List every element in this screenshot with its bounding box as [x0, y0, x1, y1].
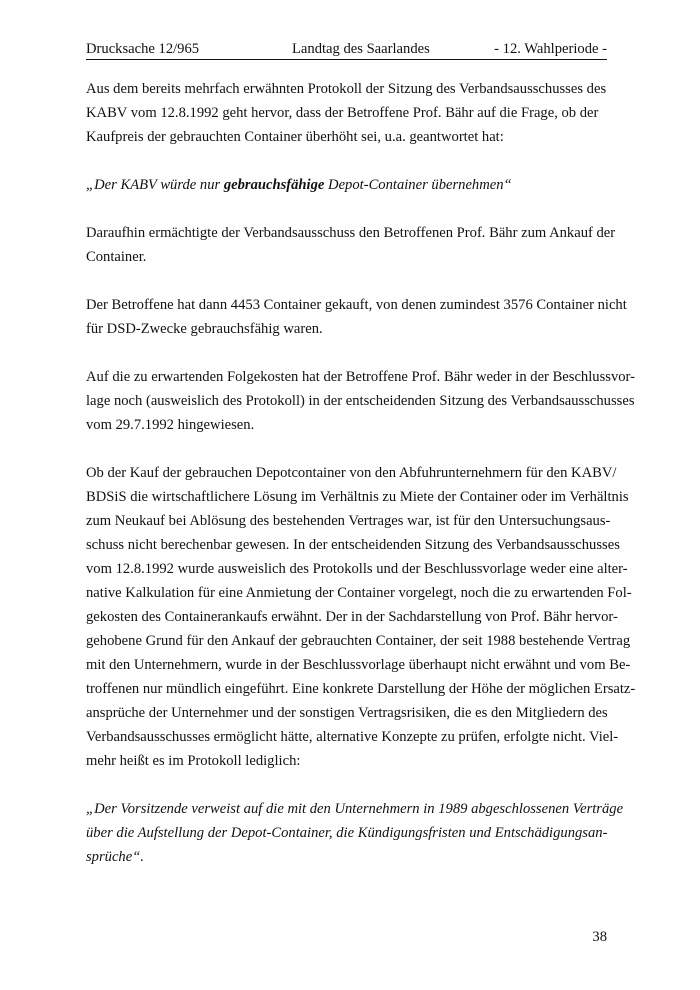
header-document-number: Drucksache 12/965	[86, 41, 200, 57]
text-line: lage noch (ausweislich des Protokoll) in der entscheidenden Sitzung des Verbandsausschusses	[86, 393, 635, 409]
page-number: 38	[592, 929, 607, 945]
text-line: BDSiS die wirtschaftlichere Lösung im Verhältnis zu Miete der Container oder im Verhältnis	[86, 489, 629, 505]
text-line: für DSD-Zwecke gebrauchsfähig waren.	[86, 321, 323, 337]
text-line: Daraufhin ermächtigte der Verbandsausschuss den Betroffenen Prof. Bähr zum Ankauf der	[86, 225, 616, 241]
paragraph-3	[86, 293, 627, 341]
text-line: sprüche“.	[86, 849, 144, 865]
text-line: Aus dem bereits mehrfach erwähnten Protokoll der Sitzung des Verbandsausschusses des	[86, 81, 607, 97]
text-line: Ob der Kauf der gebrauchen Depotcontainer von den Abfuhrunternehmern für den KABV/	[86, 465, 617, 481]
text-line: über die Aufstellung der Depot-Container, die Kündigungsfristen und Entschädigungsan-	[86, 825, 608, 841]
text-line: Verbandsausschusses ermöglicht hätte, alternative Konzepte zu prüfen, erfolgte nicht. Viel-	[86, 729, 619, 745]
quote-1	[86, 173, 607, 197]
text-line: gekosten des Containerankaufs erwähnt. Der in der Sachdarstellung von Prof. Bähr hervor-	[86, 609, 618, 625]
text-line: vom 12.8.1992 wurde ausweislich des Protokolls und der Beschlussvorlage weder eine alter-	[86, 561, 628, 577]
text-line: vom 29.7.1992 hingewiesen.	[86, 417, 255, 433]
text-line: mit den Unternehmern, wurde in der Beschlussvorlage überhaupt nicht erwähnt und vom Be-	[86, 657, 631, 673]
text-line: zum Neukauf bei Ablösung des bestehenden Vertrages war, ist für den Untersuchungsaus-	[86, 513, 611, 529]
paragraph-4	[86, 365, 635, 437]
text-line: ansprüche der Unternehmer und der sonstigen Vertragsrisiken, die es den Mitgliedern des	[86, 705, 608, 721]
body-text	[86, 77, 636, 893]
text-line: KABV vom 12.8.1992 geht hervor, dass der Betroffene Prof. Bähr auf die Frage, ob der	[86, 105, 599, 121]
text-line: „Der Vorsitzende verweist auf die mit den Unternehmern in 1989 abgeschlossenen Verträge	[86, 801, 624, 817]
text-line: Auf die zu erwartenden Folgekosten hat der Betroffene Prof. Bähr weder in der Beschlussvor-	[86, 369, 635, 385]
quote-2	[86, 797, 624, 869]
text-line: gehobene Grund für den Ankauf der gebrauchten Container, der seit 1988 bestehende Vertrag	[86, 633, 631, 649]
header-rule	[86, 59, 607, 60]
header-parliament-name: Landtag des Saarlandes	[292, 41, 430, 57]
header-legislative-period: - 12. Wahlperiode -	[494, 41, 607, 57]
paragraph-5	[86, 461, 636, 773]
text-line: Container.	[86, 249, 147, 265]
quote-1-text-after: Depot-Container übernehmen“	[324, 177, 512, 193]
paragraph-2	[86, 221, 616, 269]
text-line: mehr heißt es im Protokoll lediglich:	[86, 753, 301, 769]
quote-1-bold-word: gebrauchsfähige	[223, 177, 325, 193]
quote-1-text-before: „Der KABV würde nur	[86, 177, 224, 193]
text-line: Der Betroffene hat dann 4453 Container gekauft, von denen zumindest 3576 Container nicht	[86, 297, 627, 313]
paragraph-1	[86, 77, 607, 149]
text-line: schuss nicht berechenbar gewesen. In der entscheidenden Sitzung des Verbandsausschusses	[86, 537, 620, 553]
text-line: Kaufpreis der gebrauchten Container überhöht sei, u.a. geantwortet hat:	[86, 129, 504, 145]
text-line: native Kalkulation für eine Anmietung der Container vorgelegt, noch die zu erwartenden Fol-	[86, 585, 632, 601]
text-line: troffenen nur mündlich eingeführt. Eine konkrete Darstellung der Höhe der möglichen Ersatz-	[86, 681, 636, 697]
